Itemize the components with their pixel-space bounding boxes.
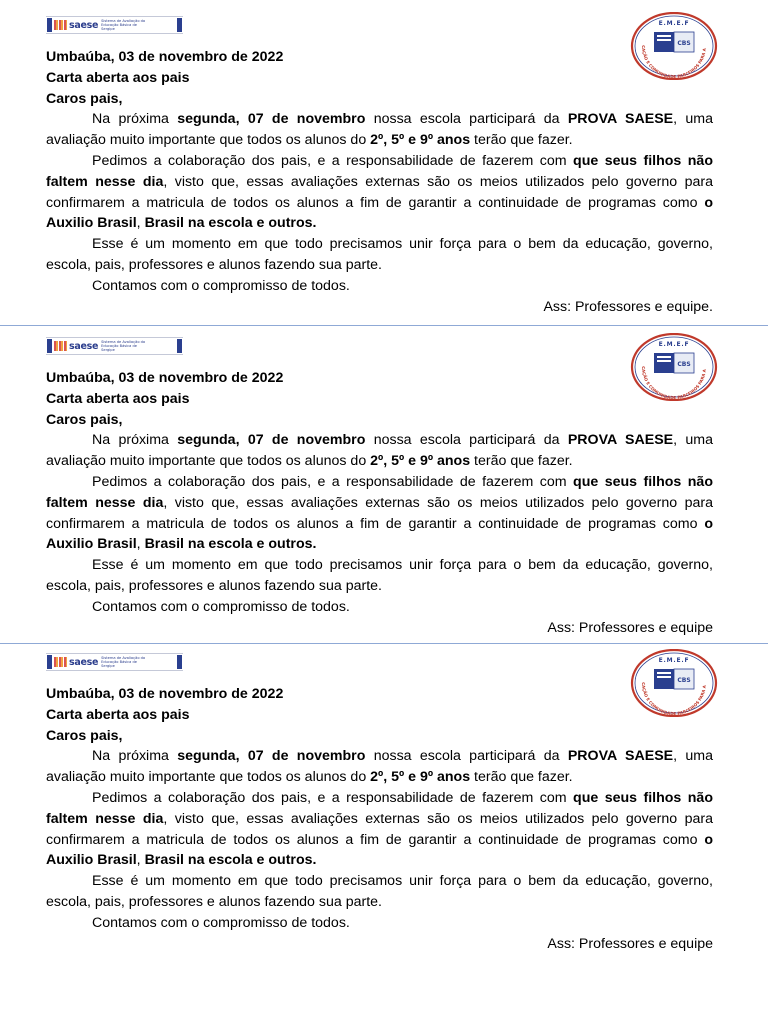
p2-program-auxilio: o Auxilio Brasil [46,194,713,232]
letter-subject: Carta aberta aos pais [46,69,190,86]
paragraph-commitment: Contamos com o compromisso de todos. [92,914,350,931]
p2-attendance: que seus filhos não faltem nesse dia [46,152,713,190]
paragraph-moment: Esse é um momento em que todo precisamos unir força para o bem da educação, governo, escola, pais, professores e alunos fazendo sua parte. [46,873,713,910]
paragraph-commitment: Contamos com o compromisso de todos. [92,598,350,615]
saese-logo-subtitle: Sistema de Avaliação da Educação Básica de Sergipe [101,655,146,669]
letter-greeting: Caros pais, [46,90,123,107]
saese-logo [46,16,183,34]
p1-text-a: Na próxima [92,748,178,765]
p1-exam-name: PROVA SAESE [567,111,674,128]
p2-program-others: Brasil na escola e outros. [144,536,317,553]
p1-exam-date: segunda, 07 de novembro [177,111,366,128]
p1-text-c: nossa escola participará da [365,111,568,128]
logo-bar-left [47,339,52,353]
p1-text-g: terão que fazer. [470,453,573,470]
logo-bar-right [177,18,182,32]
p1-exam-name: PROVA SAESE [567,748,674,765]
letter-subject: Carta aberta aos pais [46,706,190,723]
letter-greeting: Caros pais, [46,727,123,744]
logo-bar-left [47,655,52,669]
paragraph-moment: Esse é um momento em que todo precisamos unir força para o bem da educação, governo, escola, pais, professores e alunos fazendo sua parte. [46,236,713,273]
seal-ring-text: CAÇÃO E COMUNIDADE PARCEIROS PARA A [640,45,707,80]
saese-logo-text: saese [69,340,99,352]
p1-text-e: , uma avaliação muito importante que todos os alunos do [46,748,713,786]
letter-date: Umbaúba, 03 de novembro de 2022 [46,686,284,702]
paragraph-collaboration [46,151,713,234]
letter-subject: Carta aberta aos pais [46,390,190,407]
p1-text-g: terão que fazer. [470,769,573,786]
p1-exam-date: segunda, 07 de novembro [177,432,366,449]
p1-text-e: , uma avaliação muito importante que todos os alunos do [46,111,713,149]
letter-section-1 [0,10,768,330]
p2-text-e: , [136,536,145,553]
paragraph-collaboration [46,788,713,871]
p2-text-c: , visto que, essas avaliações externas são os meios utilizados pelo governo para confirmarem a matricula de todos os alunos a fim de garantir a continuidade de programas como [46,810,713,848]
letter-signature: Ass: Professores e equipe. [543,298,713,315]
p2-text-c: , visto que, essas avaliações externas são os meios utilizados pelo governo para confirmarem a matricula de todos os alunos a fim de garantir a continuidade de programas como [46,173,713,211]
seal-inner-text: CBS [677,677,691,684]
seal-title: E.M.E.F [658,657,690,664]
p2-program-auxilio: o Auxilio Brasil [46,831,713,869]
letter-signature: Ass: Professores e equipe [547,935,713,952]
p2-attendance: que seus filhos não faltem nesse dia [46,789,713,827]
paragraph-commitment: Contamos com o compromisso de todos. [92,277,350,294]
letter-section-3 [0,647,768,967]
p2-program-auxilio: o Auxilio Brasil [46,515,713,553]
saese-logo-text: saese [69,656,99,668]
p1-exam-date: segunda, 07 de novembro [177,748,366,765]
letter-date: Umbaúba, 03 de novembro de 2022 [46,49,284,65]
seal-ring-text: CAÇÃO E COMUNIDADE PARCEIROS PARA A [640,366,707,401]
p1-grades: 2º, 5º e 9º anos [370,769,471,786]
saese-logo [46,653,183,671]
section-divider [0,325,768,326]
saese-logo-subtitle: Sistema de Avaliação da Educação Básica de Sergipe [101,18,146,32]
p1-text-a: Na próxima [92,111,178,128]
p1-text-c: nossa escola participará da [365,432,568,449]
letter-section-2 [0,331,768,651]
p2-text-e: , [136,215,145,232]
p2-text-a: Pedimos a colaboração dos pais, e a responsabilidade de fazerem com [92,473,574,490]
saese-logo-subtitle: Sistema de Avaliação da Educação Básica de Sergipe [101,339,146,353]
seal-title: E.M.E.F [658,341,690,348]
letter-date: Umbaúba, 03 de novembro de 2022 [46,370,284,386]
p2-text-e: , [136,852,145,869]
letter-body [46,368,713,638]
paragraph-collaboration [46,472,713,555]
logo-bar-right [177,655,182,669]
p1-exam-name: PROVA SAESE [567,432,674,449]
saese-logo-text: saese [69,19,99,31]
saese-logo [46,337,183,355]
p2-text-a: Pedimos a colaboração dos pais, e a responsabilidade de fazerem com [92,789,574,806]
seal-inner-text: CBS [677,40,691,47]
letter-body [46,684,713,954]
section-divider [0,643,768,644]
seal-title: E.M.E.F [658,20,690,27]
p1-grades: 2º, 5º e 9º anos [370,132,471,149]
p1-grades: 2º, 5º e 9º anos [370,453,471,470]
p1-text-c: nossa escola participará da [365,748,568,765]
p2-program-others: Brasil na escola e outros. [144,215,317,232]
logo-checks-icon [54,20,67,30]
logo-checks-icon [54,657,67,667]
letter-greeting: Caros pais, [46,411,123,428]
paragraph-moment: Esse é um momento em que todo precisamos unir força para o bem da educação, governo, escola, pais, professores e alunos fazendo sua parte. [46,557,713,594]
letter-signature: Ass: Professores e equipe [547,619,713,636]
p1-text-e: , uma avaliação muito importante que todos os alunos do [46,432,713,470]
p1-text-g: terão que fazer. [470,132,573,149]
p2-program-others: Brasil na escola e outros. [144,852,317,869]
seal-inner-text: CBS [677,361,691,368]
logo-bar-right [177,339,182,353]
p1-text-a: Na próxima [92,432,178,449]
paragraph-exam-notice [46,746,713,788]
letter-body [46,47,713,317]
logo-checks-icon [54,341,67,351]
seal-ring-text: CAÇÃO E COMUNIDADE PARCEIROS PARA A [640,682,707,717]
p2-attendance: que seus filhos não faltem nesse dia [46,473,713,511]
paragraph-exam-notice [46,430,713,472]
logo-bar-left [47,18,52,32]
paragraph-exam-notice [46,109,713,151]
p2-text-a: Pedimos a colaboração dos pais, e a responsabilidade de fazerem com [92,152,574,169]
p2-text-c: , visto que, essas avaliações externas são os meios utilizados pelo governo para confirmarem a matricula de todos os alunos a fim de garantir a continuidade de programas como [46,494,713,532]
